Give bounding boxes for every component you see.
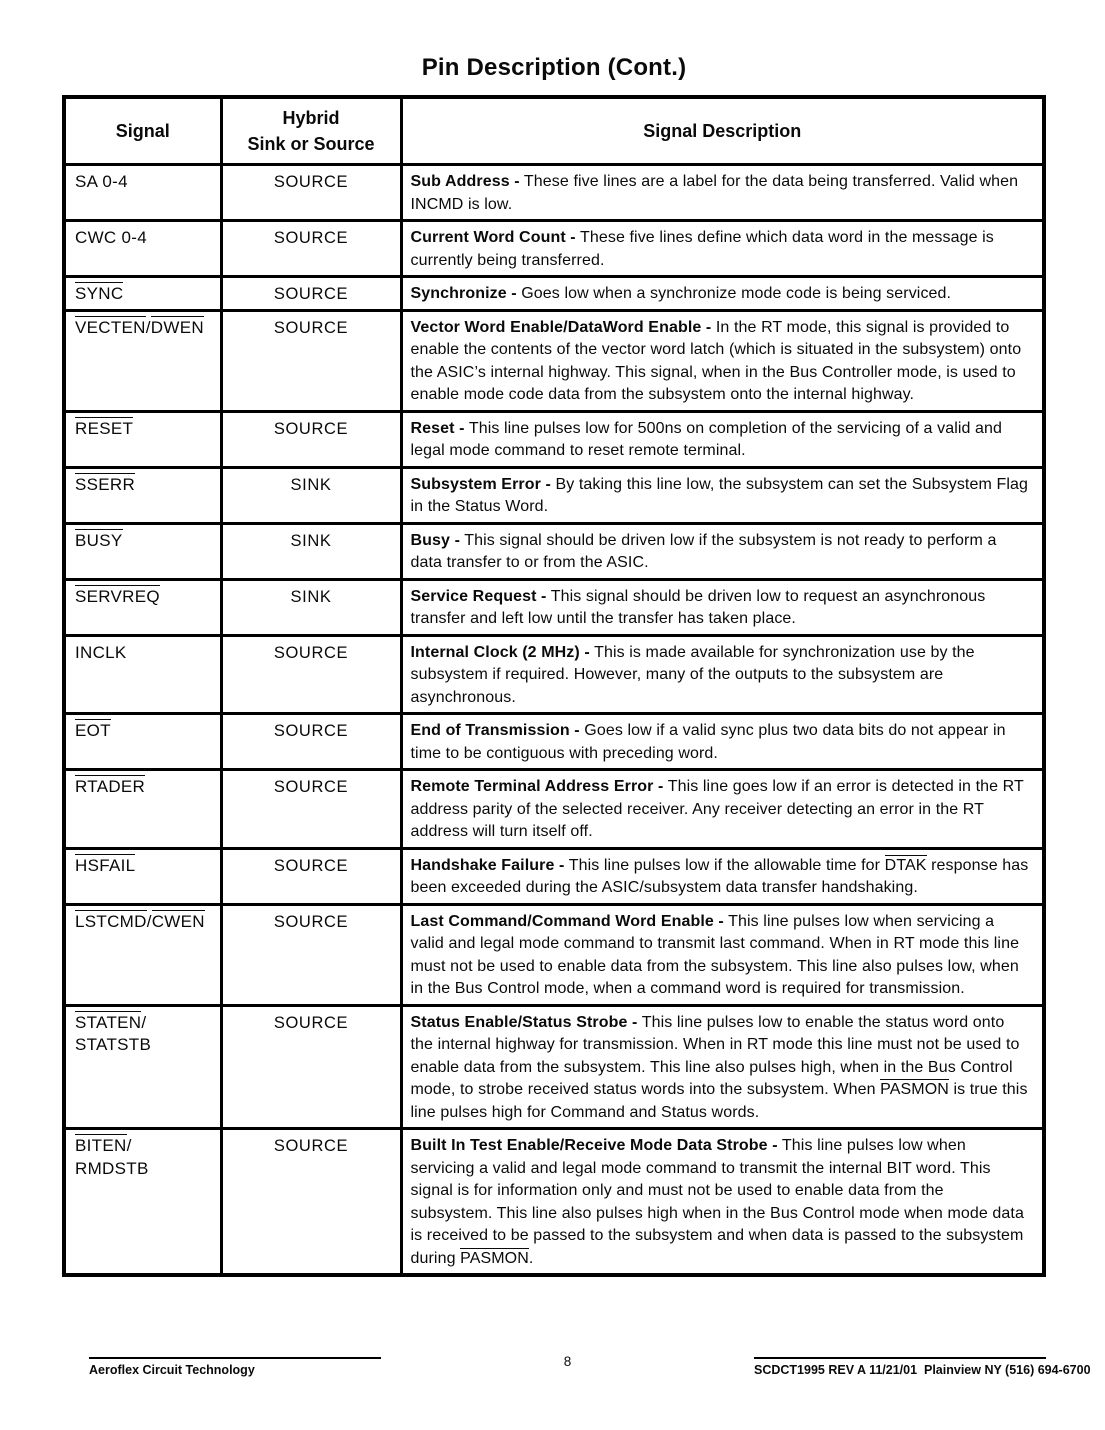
- description-cell: [401, 310, 1044, 411]
- signal-cell: [64, 848, 221, 904]
- pin-description-table: [62, 95, 1046, 1277]
- overlined-text: SSERR: [75, 474, 136, 494]
- description-cell: [401, 467, 1044, 523]
- table-row: [64, 848, 1044, 904]
- text-segment: This line pulses low for 500ns on completion of the servicing of a valid and legal mode command to reset remote terminal.: [410, 419, 1003, 459]
- table-row: [64, 467, 1044, 523]
- table-row: [64, 579, 1044, 635]
- text-segment: By taking this line low, the subsystem can set the Subsystem Flag in the Status Word.: [410, 475, 1028, 515]
- bold-lead-text: Sub Address -: [410, 173, 520, 190]
- bold-lead-text: Subsystem Error -: [410, 475, 551, 493]
- sink-or-source-cell: SOURCE: [221, 770, 401, 849]
- sink-or-source-cell: SOURCE: [221, 904, 401, 1005]
- table-row: [64, 221, 1044, 277]
- header-signal: Signal: [64, 97, 221, 165]
- description-cell: [401, 770, 1044, 849]
- text-segment: /: [145, 317, 151, 337]
- signal-cell: [64, 411, 221, 467]
- text-segment: /: [141, 1012, 147, 1032]
- text-segment: response has been exceeded during the ASIC/subsystem data transfer handshaking.: [410, 856, 1029, 896]
- text-segment: /: [126, 1136, 132, 1155]
- footer-document-info: SCDCT1995 REV A 11/21/01 Plainview NY (516) 694-6700: [754, 1357, 1046, 1377]
- header-hybrid-line2: Sink or Source: [247, 134, 375, 154]
- footer-page-number-area: [381, 1354, 754, 1369]
- signal-cell: [64, 1129, 221, 1276]
- page-title: Pin Description (Cont.): [421, 54, 687, 81]
- text-segment: In the RT mode, this signal is provided to enable the contents of the vector word latch (which is situated in the subsystem) onto the ASIC’s internal highway. This signal, when in the Bus Controller mode, is used to enable mode code data from the subsystem onto the internal highway.: [410, 318, 1022, 403]
- overlined-text: LSTCMD: [75, 911, 147, 931]
- table-row: [64, 411, 1044, 467]
- bold-lead-text: Remote Terminal Address Error -: [410, 778, 664, 795]
- description-cell: [401, 635, 1044, 714]
- header-hybrid-sink-or-source: [221, 97, 401, 165]
- overlined-text: PASMON: [460, 1249, 529, 1267]
- pin-table-body: [64, 165, 1044, 1276]
- overlined-text: RTADER: [75, 777, 146, 796]
- overlined-text: PASMON: [880, 1081, 949, 1098]
- signal-cell: [64, 1005, 221, 1129]
- sink-or-source-cell: SINK: [221, 467, 401, 523]
- text-segment: Goes low when a synchronize mode code is being serviced.: [516, 285, 952, 302]
- overlined-text: HSFAIL: [75, 855, 136, 875]
- overlined-text: RESET: [75, 418, 134, 438]
- description-cell: [401, 1129, 1044, 1276]
- table-header-row: [64, 97, 1044, 165]
- page-footer: [62, 1354, 1091, 1377]
- description-cell: [401, 579, 1044, 635]
- text-segment: RMDSTB: [75, 1158, 149, 1178]
- page-number: 8: [563, 1354, 572, 1369]
- signal-cell: [64, 579, 221, 635]
- bold-lead-text: Built In Test Enable/Receive Mode Data Strobe -: [410, 1137, 778, 1154]
- signal-cell: [64, 221, 221, 277]
- signal-cell: [64, 277, 221, 311]
- table-row: [64, 165, 1044, 221]
- table-row: [64, 770, 1044, 849]
- overlined-text: VECTEN: [75, 317, 146, 337]
- text-segment: This line pulses low to enable the status word onto the internal highway for transmission. When in RT mode this line must not be used to enable data from the subsystem. This line also pulses high, when in the Bus Control mode, to strobe received status words into the subsystem. When: [410, 1013, 1020, 1098]
- footer-company: Aeroflex Circuit Technology: [89, 1357, 381, 1377]
- table-row: [64, 714, 1044, 770]
- description-cell: [401, 848, 1044, 904]
- bold-lead-text: End of Transmission -: [410, 722, 580, 739]
- overlined-text: DTAK: [884, 856, 927, 874]
- table-row: [64, 1129, 1044, 1276]
- table-row: [64, 1005, 1044, 1129]
- bold-lead-text: Status Enable/Status Strobe -: [410, 1013, 638, 1031]
- signal-cell: [64, 904, 221, 1005]
- text-segment: This line pulses low when servicing a valid and legal mode command to transmit last command. When in RT mode this line must not be used to enable data from the subsystem. This line also pulses low, when in the Bus Control mode, when a command word is required for transmission.: [410, 912, 1020, 997]
- overlined-text: BUSY: [75, 530, 123, 550]
- text-segment: INCLK: [75, 642, 127, 662]
- text-segment: This signal should be driven low if the subsystem is not ready to perform a data transfer to or from the ASIC.: [410, 531, 997, 571]
- description-cell: [401, 221, 1044, 277]
- signal-cell: [64, 635, 221, 714]
- sink-or-source-cell: SOURCE: [221, 635, 401, 714]
- overlined-text: SERVREQ: [75, 586, 160, 606]
- sink-or-source-cell: SINK: [221, 523, 401, 579]
- signal-cell: [64, 523, 221, 579]
- bold-lead-text: Last Command/Command Word Enable -: [410, 912, 724, 930]
- description-cell: [401, 165, 1044, 221]
- overlined-text: EOT: [75, 721, 111, 740]
- signal-cell: [64, 165, 221, 221]
- table-row: [64, 310, 1044, 411]
- text-segment: SA 0-4: [75, 172, 128, 191]
- signal-cell: [64, 714, 221, 770]
- sink-or-source-cell: SOURCE: [221, 1129, 401, 1276]
- bold-lead-text: Internal Clock (2 MHz) -: [410, 643, 590, 661]
- overlined-text: SYNC: [75, 284, 124, 303]
- sink-or-source-cell: SOURCE: [221, 277, 401, 311]
- text-segment: This is made available for synchronization use by the subsystem if required. However, many of the outputs to the subsystem are asynchronous.: [410, 643, 975, 706]
- bold-lead-text: Reset -: [410, 419, 465, 437]
- description-cell: [401, 714, 1044, 770]
- sink-or-source-cell: SOURCE: [221, 411, 401, 467]
- overlined-text: CWEN: [151, 911, 205, 931]
- header-signal-description: Signal Description: [401, 97, 1044, 165]
- description-cell: [401, 411, 1044, 467]
- text-segment: This signal should be driven low to request an asynchronous transfer and left low until the transfer has taken place.: [410, 587, 986, 627]
- sink-or-source-cell: SOURCE: [221, 221, 401, 277]
- sink-or-source-cell: SOURCE: [221, 165, 401, 221]
- sink-or-source-cell: SINK: [221, 579, 401, 635]
- text-segment: STATSTB: [75, 1035, 152, 1054]
- text-segment: This line goes low if an error is detected in the RT address parity of the selected receiver. Any receiver detecting an error in the RT address will turn itself off.: [410, 778, 1024, 840]
- table-row: [64, 904, 1044, 1005]
- overlined-text: STATEN: [75, 1012, 142, 1032]
- text-segment: .: [528, 1249, 534, 1267]
- description-cell: [401, 904, 1044, 1005]
- bold-lead-text: Handshake Failure -: [410, 856, 565, 874]
- text-segment: This line pulses low when servicing a valid and legal mode command to transmit the internal BIT word. This signal is for information only and must not be used to enable data from the subsystem. This line also pulses high when in the Bus Control mode when mode data is received to be passed to the subsystem and when data is passed to the subsystem during: [410, 1137, 1024, 1267]
- bold-lead-text: Synchronize -: [410, 285, 517, 302]
- signal-cell: [64, 310, 221, 411]
- sink-or-source-cell: SOURCE: [221, 714, 401, 770]
- text-segment: These five lines define which data word in the message is currently being transferred.: [410, 229, 994, 269]
- text-segment: CWC 0-4: [75, 228, 147, 247]
- description-cell: [401, 1005, 1044, 1129]
- sink-or-source-cell: SOURCE: [221, 848, 401, 904]
- sink-or-source-cell: SOURCE: [221, 1005, 401, 1129]
- text-segment: Goes low if a valid sync plus two data bits do not appear in time to be contiguous with preceding word.: [410, 722, 1006, 762]
- sink-or-source-cell: SOURCE: [221, 310, 401, 411]
- signal-cell: [64, 467, 221, 523]
- overlined-text: DWEN: [150, 317, 204, 337]
- text-segment: is true this line pulses high for Command and Status words.: [410, 1081, 1028, 1121]
- bold-lead-text: Current Word Count -: [410, 229, 576, 246]
- bold-lead-text: Vector Word Enable/DataWord Enable -: [410, 318, 712, 336]
- overlined-text: BITEN: [75, 1136, 127, 1155]
- text-segment: This line pulses low if the allowable time for: [564, 856, 885, 874]
- table-row: [64, 277, 1044, 311]
- text-segment: /: [146, 911, 152, 931]
- description-cell: [401, 523, 1044, 579]
- description-cell: [401, 277, 1044, 311]
- signal-cell: [64, 770, 221, 849]
- text-segment: These five lines are a label for the data being transferred. Valid when INCMD is low.: [410, 173, 1019, 213]
- header-hybrid-line1: Hybrid: [282, 108, 340, 128]
- table-row: [64, 523, 1044, 579]
- bold-lead-text: Busy -: [410, 531, 460, 549]
- table-row: [64, 635, 1044, 714]
- bold-lead-text: Service Request -: [410, 587, 547, 605]
